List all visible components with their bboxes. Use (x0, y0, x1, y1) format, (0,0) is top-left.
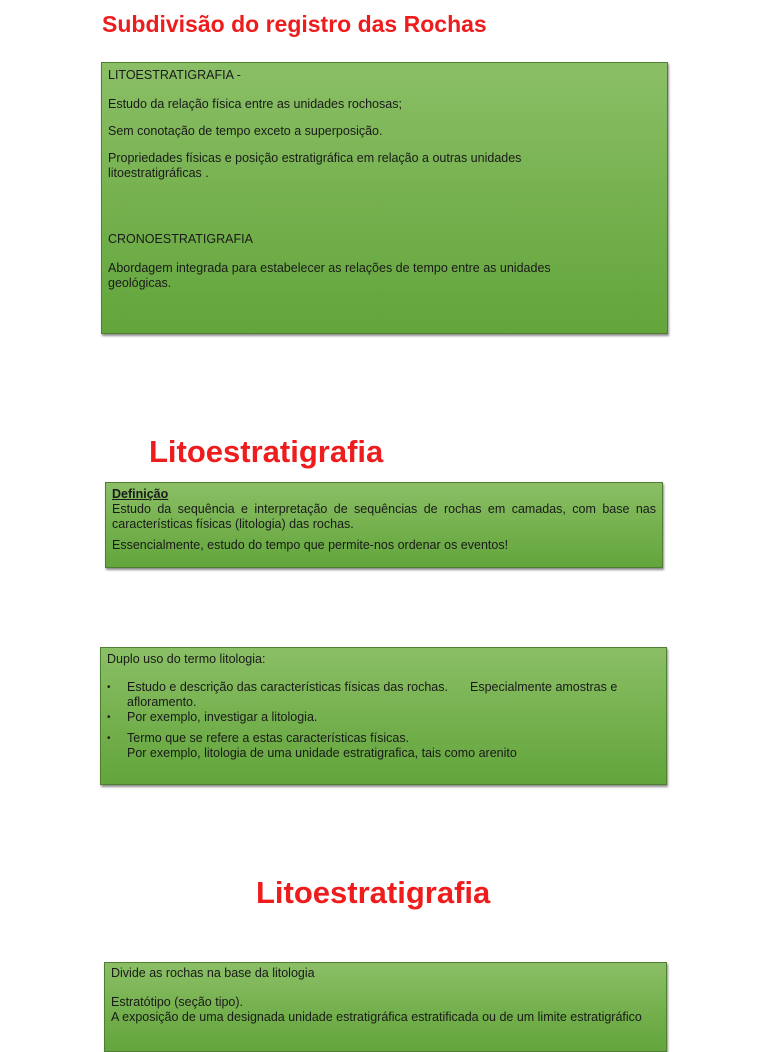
definition-label-text: Definição (112, 487, 169, 501)
box1-line: Abordagem integrada para estabelecer as relações de tempo entre as unidades (108, 261, 551, 275)
division-box (104, 962, 667, 1052)
lithology-bullet-list (107, 680, 660, 761)
bullet-text: Termo que se refere a estas características físicas. (127, 731, 410, 745)
definition-label (112, 487, 656, 502)
box1-line: Estudo da relação física entre as unidades rochosas; (108, 97, 402, 111)
box1-line: geológicas. (108, 276, 172, 290)
bullet-text: Estudo e descrição das características físicas das rochas. (127, 680, 448, 694)
bullet-item (107, 710, 660, 725)
bullet-text: Por exemplo, investigar a litologia. (127, 710, 318, 724)
slide2-title: Litoestratigrafia (149, 434, 384, 469)
box1-line: litoestratigráficas . (108, 166, 209, 180)
definition-box (105, 482, 663, 568)
box1-line: CRONOESTRATIGRAFIA (108, 232, 253, 246)
box1-line: Propriedades físicas e posição estratigráfica em relação a outras unidades (108, 151, 522, 165)
bullet-item (107, 680, 660, 710)
slide4-title: Litoestratigrafia (256, 875, 491, 910)
box1-line: Sem conotação de tempo exceto a superposição. (108, 124, 383, 138)
box4-line: Divide as rochas na base da litologia (111, 966, 315, 980)
slide1-title: Subdivisão do registro das Rochas (102, 11, 487, 37)
lithology-intro: Duplo uso do termo litologia: (107, 652, 266, 666)
definition-text: Estudo da sequência e interpretação de sequências de rochas em camadas, com base nas características físicas (litologia) das rochas. (112, 502, 656, 531)
bullet-item (107, 731, 660, 761)
box1-line: LITOESTRATIGRAFIA - (108, 68, 241, 82)
definition-note: Essencialmente, estudo do tempo que permite-nos ordenar os eventos! (112, 538, 509, 552)
box4-line: Estratótipo (seção tipo). (111, 995, 244, 1009)
lithology-uses-box (100, 647, 667, 785)
bullet-text: Por exemplo, litologia de uma unidade estratigrafica, tais como arenito (127, 746, 517, 760)
box4-line: A exposição de uma designada unidade estratigráfica estratificada ou de um limite estratigráfico (111, 1010, 642, 1024)
stratigraphy-subdivision-box (101, 62, 668, 334)
bullet-text: Especialmente amostras e afloramento. (127, 680, 618, 709)
